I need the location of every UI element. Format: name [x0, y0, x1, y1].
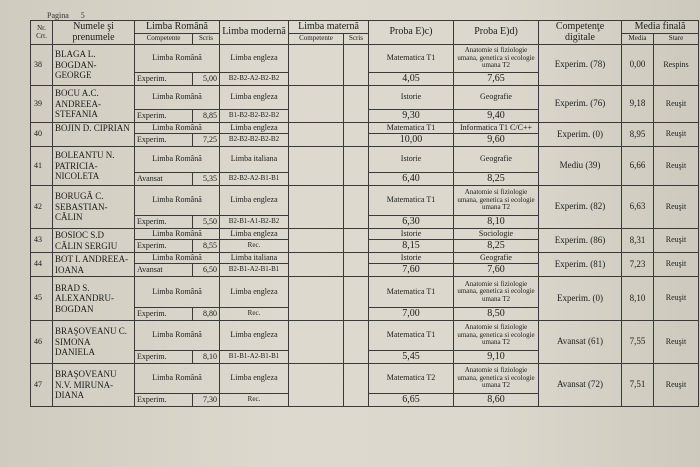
- media-finala: 7,51: [622, 364, 654, 407]
- stare: Reuşit: [654, 123, 699, 147]
- lmat-competente: [289, 253, 344, 277]
- lm-level: Rec.: [220, 308, 289, 321]
- stare: Reuşit: [654, 321, 699, 364]
- proba-d-grade: 9,10: [454, 351, 539, 364]
- header-media: Media: [622, 34, 654, 45]
- stare: Respins: [654, 45, 699, 86]
- proba-c-grade: 6,65: [369, 394, 454, 407]
- lr-scris: 6,50: [193, 264, 220, 277]
- student-name: BLAGA L. BOGDAN-GEORGE: [53, 45, 135, 86]
- competente-digitale: Experim. (86): [539, 229, 622, 253]
- row-nr: 44: [31, 253, 53, 277]
- stare: Reuşit: [654, 186, 699, 229]
- table-row: [31, 364, 699, 394]
- student-name: BRAD S. ALEXANDRU-BOGDAN: [53, 277, 135, 321]
- header-lmat-scris: Scris: [344, 34, 369, 45]
- lr-subject: Limba Română: [135, 86, 220, 110]
- competente-digitale: Experim. (78): [539, 45, 622, 86]
- media-finala: 8,95: [622, 123, 654, 147]
- stare: Reuşit: [654, 364, 699, 407]
- lr-subject: Limba Română: [135, 364, 220, 394]
- lm-level: B2-B2-A2-B2-B2: [220, 73, 289, 86]
- stare: Reuşit: [654, 229, 699, 253]
- lr-competente: Experim.: [135, 73, 193, 86]
- lm-subject: Limba italiana: [220, 147, 289, 173]
- competente-digitale: Experim. (0): [539, 123, 622, 147]
- lm-level: Rec.: [220, 394, 289, 407]
- header-nr: Nr. Crt.: [31, 21, 53, 45]
- lmat-competente: [289, 229, 344, 253]
- lm-subject: Limba engleza: [220, 277, 289, 308]
- proba-c-subject: Istorie: [369, 147, 454, 173]
- header-stare: Stare: [654, 34, 699, 45]
- lr-competente: Experim.: [135, 308, 193, 321]
- proba-c-grade: 4,05: [369, 73, 454, 86]
- lm-level: B1-B2-B2-B2-B2: [220, 110, 289, 123]
- proba-c-grade: 6,40: [369, 173, 454, 186]
- media-finala: 9,18: [622, 86, 654, 123]
- table-row: [31, 123, 699, 134]
- proba-d-grade: 7,60: [454, 264, 539, 277]
- lm-level: B2-B1-A1-B2-B2: [220, 216, 289, 229]
- results-body: [31, 45, 699, 407]
- lm-subject: Limba italiana: [220, 253, 289, 264]
- row-nr: 45: [31, 277, 53, 321]
- competente-digitale: Experim. (76): [539, 86, 622, 123]
- table-row: [31, 186, 699, 216]
- lmat-scris: [344, 45, 369, 86]
- lr-scris: 8,85: [193, 110, 220, 123]
- lmat-competente: [289, 123, 344, 147]
- lr-competente: Experim.: [135, 351, 193, 364]
- table-row: [31, 229, 699, 240]
- lmat-competente: [289, 277, 344, 321]
- competente-digitale: Avansat (61): [539, 321, 622, 364]
- student-name: BOCU A.C. ANDREEA-STEFANIA: [53, 86, 135, 123]
- proba-d-subject: Geografie: [454, 253, 539, 264]
- header-limba-romana: Limba Română: [135, 21, 220, 34]
- header-competente-digitale: Competenţe digitale: [539, 21, 622, 45]
- lm-level: B2-B2-B2-B2-B2: [220, 134, 289, 147]
- competente-digitale: Experim. (0): [539, 277, 622, 321]
- proba-c-subject: Istorie: [369, 229, 454, 240]
- lmat-scris: [344, 147, 369, 186]
- lmat-scris: [344, 364, 369, 407]
- proba-d-subject: Sociologie: [454, 229, 539, 240]
- stare: Reuşit: [654, 253, 699, 277]
- proba-c-grade: 8,15: [369, 240, 454, 253]
- lr-scris: 7,30: [193, 394, 220, 407]
- lr-subject: Limba Română: [135, 186, 220, 216]
- lmat-competente: [289, 147, 344, 186]
- lr-subject: Limba Română: [135, 45, 220, 73]
- lmat-scris: [344, 321, 369, 364]
- competente-digitale: Experim. (82): [539, 186, 622, 229]
- header-lr-scris: Scris: [193, 34, 220, 45]
- student-name: BOLEANTU N. PATRICIA-NICOLETA: [53, 147, 135, 186]
- proba-d-subject: Geografie: [454, 86, 539, 110]
- table-row: [31, 86, 699, 110]
- competente-digitale: Mediu (39): [539, 147, 622, 186]
- table-row: [31, 253, 699, 264]
- lr-scris: 8,10: [193, 351, 220, 364]
- header-limba-materna: Limba maternă: [289, 21, 369, 34]
- lm-level: B2-B1-A2-B1-B1: [220, 264, 289, 277]
- proba-c-grade: 9,30: [369, 110, 454, 123]
- lm-subject: Limba engleza: [220, 364, 289, 394]
- proba-c-grade: 5,45: [369, 351, 454, 364]
- proba-c-grade: 7,60: [369, 264, 454, 277]
- lmat-competente: [289, 86, 344, 123]
- lr-competente: Avansat: [135, 264, 193, 277]
- student-name: BOT I. ANDREEA-IOANA: [53, 253, 135, 277]
- student-name: BRAŞOVEANU C. SIMONA DANIELA: [53, 321, 135, 364]
- header-limba-moderna: Limba modernă: [220, 21, 289, 45]
- proba-c-subject: Matematica T1: [369, 186, 454, 216]
- lm-subject: Limba engleza: [220, 229, 289, 240]
- stare: Reuşit: [654, 147, 699, 186]
- stare: Reuşit: [654, 86, 699, 123]
- header-lmat-competente: Competente: [289, 34, 344, 45]
- lr-subject: Limba Română: [135, 321, 220, 351]
- lr-scris: 5,35: [193, 173, 220, 186]
- proba-d-grade: 9,40: [454, 110, 539, 123]
- lm-subject: Limba engleza: [220, 321, 289, 351]
- lmat-competente: [289, 321, 344, 364]
- lr-competente: Experim.: [135, 394, 193, 407]
- lmat-competente: [289, 45, 344, 86]
- proba-c-subject: Matematica T1: [369, 123, 454, 134]
- media-finala: 8,31: [622, 229, 654, 253]
- lmat-scris: [344, 186, 369, 229]
- lr-competente: Experim.: [135, 216, 193, 229]
- lr-scris: 8,80: [193, 308, 220, 321]
- table-row: [31, 45, 699, 73]
- lr-scris: 5,50: [193, 216, 220, 229]
- student-name: BOJIN D. CIPRIAN: [53, 123, 135, 147]
- student-name: BOSIOC S.D CĂLIN SERGIU: [53, 229, 135, 253]
- lmat-scris: [344, 229, 369, 253]
- header-lr-competente: Competente: [135, 34, 193, 45]
- header-numele: Numele şi prenumele: [53, 21, 135, 45]
- media-finala: 6,63: [622, 186, 654, 229]
- proba-c-subject: Istorie: [369, 86, 454, 110]
- media-finala: 7,55: [622, 321, 654, 364]
- lmat-scris: [344, 123, 369, 147]
- lm-level: B2-B2-A2-B1-B1: [220, 173, 289, 186]
- proba-c-subject: Matematica T1: [369, 321, 454, 351]
- header-media-finala: Media finală: [622, 21, 699, 34]
- proba-d-grade: 9,60: [454, 134, 539, 147]
- lr-competente: Avansat: [135, 173, 193, 186]
- proba-d-grade: 8,25: [454, 240, 539, 253]
- lm-level: B1-B1-A2-B1-B1: [220, 351, 289, 364]
- student-name: BORUGĂ C. SEBASTIAN-CĂLIN: [53, 186, 135, 229]
- lr-subject: Limba Română: [135, 253, 220, 264]
- proba-d-grade: 8,50: [454, 308, 539, 321]
- proba-d-subject: Anatomie si fiziologie umana, genetica si ecologie umana T2: [454, 277, 539, 308]
- proba-d-subject: Anatomie si fiziologie umana, genetica si ecologie umana T2: [454, 321, 539, 351]
- lm-level: Rec.: [220, 240, 289, 253]
- proba-d-subject: Informatica T1 C/C++: [454, 123, 539, 134]
- page-label: Pagina: [47, 11, 69, 20]
- row-nr: 46: [31, 321, 53, 364]
- lr-scris: 7,25: [193, 134, 220, 147]
- lr-subject: Limba Română: [135, 123, 220, 134]
- proba-d-subject: Geografie: [454, 147, 539, 173]
- media-finala: 6,66: [622, 147, 654, 186]
- student-name: BRAŞOVEANU N.V. MIRUNA-DIANA: [53, 364, 135, 407]
- proba-c-grade: 7,00: [369, 308, 454, 321]
- competente-digitale: Avansat (72): [539, 364, 622, 407]
- row-nr: 39: [31, 86, 53, 123]
- lm-subject: Limba engleza: [220, 186, 289, 216]
- proba-d-grade: 8,60: [454, 394, 539, 407]
- proba-c-subject: Matematica T1: [369, 45, 454, 73]
- row-nr: 41: [31, 147, 53, 186]
- lr-subject: Limba Română: [135, 147, 220, 173]
- lmat-scris: [344, 253, 369, 277]
- lmat-competente: [289, 364, 344, 407]
- page-indicator: [47, 11, 85, 20]
- lr-subject: Limba Română: [135, 277, 220, 308]
- lmat-scris: [344, 277, 369, 321]
- lr-scris: 5,00: [193, 73, 220, 86]
- table-row: [31, 147, 699, 173]
- proba-d-grade: 8,10: [454, 216, 539, 229]
- proba-c-subject: Istorie: [369, 253, 454, 264]
- proba-d-subject: Anatomie si fiziologie umana, genetica si ecologie umana T2: [454, 364, 539, 394]
- lm-subject: Limba engleza: [220, 123, 289, 134]
- results-table: [30, 20, 699, 407]
- header-proba-c: Proba E)c): [369, 21, 454, 45]
- proba-d-grade: 8,25: [454, 173, 539, 186]
- lmat-scris: [344, 86, 369, 123]
- lm-subject: Limba engleza: [220, 86, 289, 110]
- header-proba-d: Proba E)d): [454, 21, 539, 45]
- lmat-competente: [289, 186, 344, 229]
- media-finala: 0,00: [622, 45, 654, 86]
- row-nr: 40: [31, 123, 53, 147]
- lr-competente: Experim.: [135, 240, 193, 253]
- table-row: [31, 321, 699, 351]
- stare: Reuşit: [654, 277, 699, 321]
- lr-competente: Experim.: [135, 134, 193, 147]
- media-finala: 8,10: [622, 277, 654, 321]
- row-nr: 42: [31, 186, 53, 229]
- lm-subject: Limba engleza: [220, 45, 289, 73]
- competente-digitale: Experim. (81): [539, 253, 622, 277]
- lr-scris: 8,55: [193, 240, 220, 253]
- proba-c-grade: 10,00: [369, 134, 454, 147]
- lr-competente: Experim.: [135, 110, 193, 123]
- proba-c-subject: Matematica T2: [369, 364, 454, 394]
- lr-subject: Limba Română: [135, 229, 220, 240]
- table-row: [31, 277, 699, 308]
- proba-d-grade: 7,65: [454, 73, 539, 86]
- row-nr: 47: [31, 364, 53, 407]
- row-nr: 43: [31, 229, 53, 253]
- proba-c-subject: Matematica T1: [369, 277, 454, 308]
- proba-c-grade: 6,30: [369, 216, 454, 229]
- proba-d-subject: Anatomie si fiziologie umana, genetica si ecologie umana T2: [454, 186, 539, 216]
- page-number: 5: [80, 11, 85, 20]
- row-nr: 38: [31, 45, 53, 86]
- proba-d-subject: Anatomie si fiziologie umana, genetica si ecologie umana T2: [454, 45, 539, 73]
- media-finala: 7,23: [622, 253, 654, 277]
